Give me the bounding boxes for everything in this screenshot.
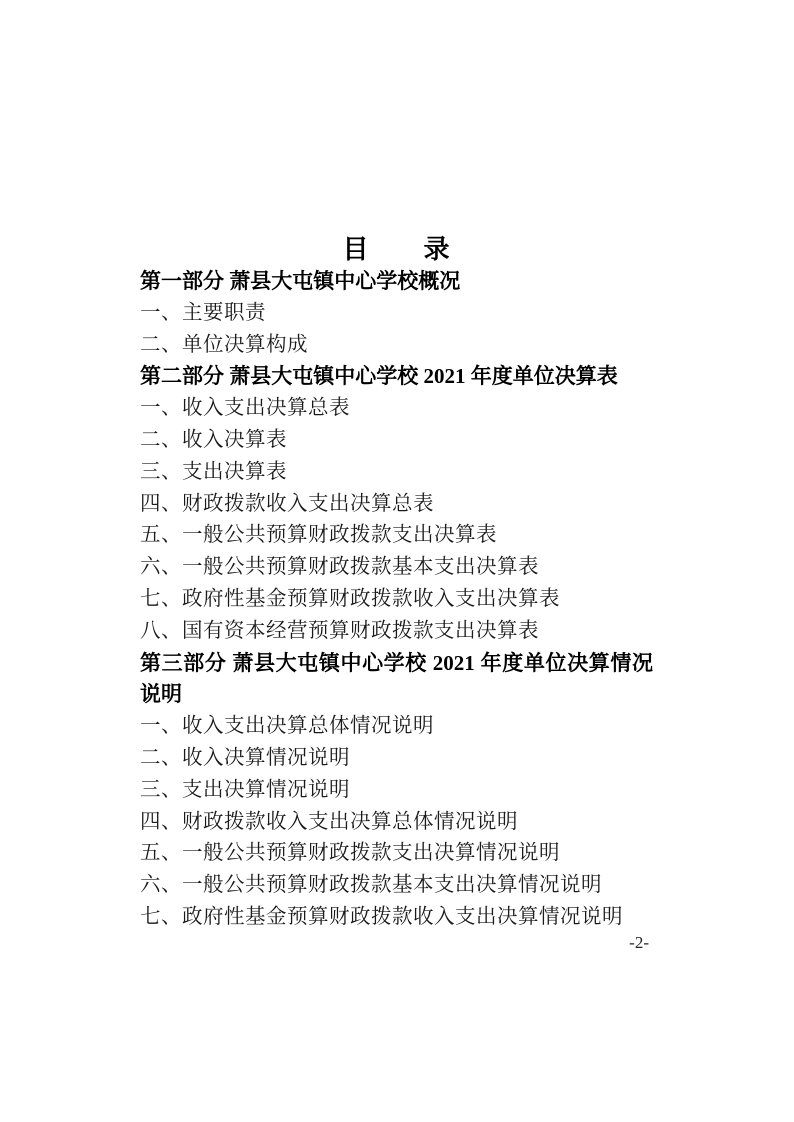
toc-item: 二、单位决算构成 <box>140 333 308 356</box>
section-3-heading: 第三部分 萧县大屯镇中心学校 2021 年度单位决算情况说明 <box>140 650 653 707</box>
toc-item: 六、一般公共预算财政拨款基本支出决算情况说明 <box>140 874 602 897</box>
toc-item: 三、支出决算表 <box>140 460 287 483</box>
toc-item: 三、支出决算情况说明 <box>140 778 350 801</box>
toc-item: 五、一般公共预算财政拨款支出决算表 <box>140 524 497 547</box>
toc-item: 一、收入支出决算总体情况说明 <box>140 715 434 738</box>
toc-item: 五、一般公共预算财政拨款支出决算情况说明 <box>140 842 560 865</box>
toc-item: 七、政府性基金预算财政拨款收入支出决算情况说明 <box>140 905 623 928</box>
toc-item: 四、财政拨款收入支出决算总体情况说明 <box>140 810 518 833</box>
page-number: -2- <box>629 933 649 952</box>
toc-item: 七、政府性基金预算财政拨款收入支出决算表 <box>140 587 560 610</box>
toc-item: 二、收入决算表 <box>140 428 287 451</box>
toc-item: 四、财政拨款收入支出决算总表 <box>140 492 434 515</box>
toc-item: 一、主要职责 <box>140 301 266 324</box>
toc-item: 八、国有资本经营预算财政拨款支出决算表 <box>140 619 539 642</box>
section-1-heading: 第一部分 萧县大屯镇中心学校概况 <box>140 269 461 293</box>
toc-item: 六、一般公共预算财政拨款基本支出决算表 <box>140 556 539 579</box>
toc-content <box>140 233 653 934</box>
toc-item: 二、收入决算情况说明 <box>140 746 350 769</box>
toc-title: 目 录 <box>342 235 451 264</box>
toc-item: 一、收入支出决算总表 <box>140 397 350 420</box>
section-2-heading: 第二部分 萧县大屯镇中心学校 2021 年度单位决算表 <box>140 364 618 389</box>
